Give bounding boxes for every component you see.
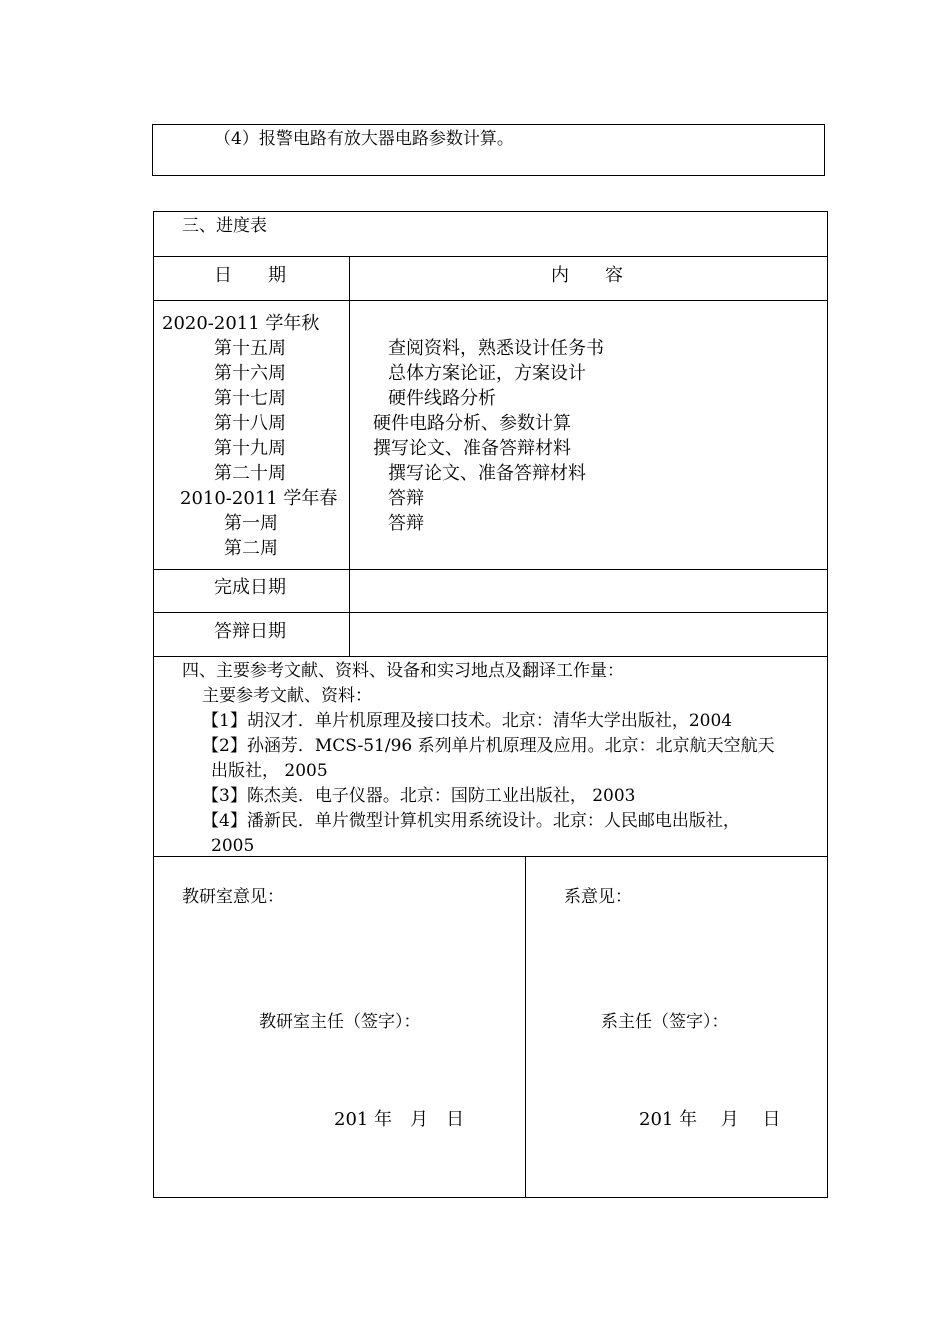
divider	[153, 856, 828, 857]
reference-item: 2005	[211, 836, 255, 856]
date-item: 2010-2011 学年春	[180, 488, 338, 509]
date-item: 第十九周	[214, 438, 286, 459]
reference-item: 【1】胡汉才．单片机原理及接口技术。北京：清华大学出版社，2004	[202, 711, 733, 731]
reference-item: 【2】孙涵芳．MCS-51/96 系列单片机原理及应用。北京：北京航天空航天	[202, 736, 775, 756]
finish-date-label: 完成日期	[214, 577, 286, 598]
top-box-text: （4）报警电路有放大器电路参数计算。	[214, 129, 514, 149]
date-item: 第十五周	[214, 338, 286, 359]
date-column-header: 日 期	[214, 265, 286, 286]
divider	[153, 612, 828, 613]
content-column-header: 内 容	[551, 265, 623, 286]
date-item: 第二周	[224, 538, 278, 559]
defense-date-label: 答辩日期	[214, 621, 286, 642]
reference-item: 【4】潘新民．单片微型计算机实用系统设计。北京：人民邮电出版社，	[202, 811, 740, 831]
column-divider	[349, 256, 350, 656]
content-item: 撰写论文、准备答辩材料	[388, 463, 586, 484]
date-item: 第十六周	[214, 363, 286, 384]
column-divider	[525, 856, 526, 1198]
teaching-office-date: 201 年 月 日	[334, 1109, 465, 1130]
content-item: 答辩	[388, 513, 424, 534]
divider	[153, 256, 828, 257]
content-item: 硬件电路分析、参数计算	[373, 413, 571, 434]
date-item: 第十七周	[214, 388, 286, 409]
teaching-office-opinion-label: 教研室意见：	[182, 887, 284, 907]
schedule-section-title: 三、进度表	[182, 216, 267, 236]
reference-item: 【3】陈杰美．电子仪器。北京：国防工业出版社， 2003	[202, 786, 636, 806]
date-item: 2020-2011 学年秋	[162, 313, 320, 334]
reference-item: 出版社， 2005	[211, 761, 328, 781]
content-item: 答辩	[388, 488, 424, 509]
references-section-title: 四、主要参考文献、资料、设备和实习地点及翻译工作量：	[182, 661, 624, 681]
teaching-office-director-signature: 教研室主任（签字）：	[259, 1012, 421, 1032]
references-subtitle: 主要参考文献、资料：	[202, 686, 372, 706]
divider	[153, 569, 828, 570]
date-item: 第一周	[224, 513, 278, 534]
content-item: 撰写论文、准备答辩材料	[373, 438, 571, 459]
date-item: 第二十周	[214, 463, 286, 484]
department-date: 201 年 月 日	[639, 1109, 781, 1130]
content-item: 查阅资料，熟悉设计任务书	[388, 338, 604, 359]
divider	[153, 656, 828, 657]
department-director-signature: 系主任（签字）：	[601, 1012, 729, 1032]
content-item: 总体方案论证，方案设计	[388, 363, 586, 384]
date-item: 第十八周	[214, 413, 286, 434]
divider	[153, 300, 828, 301]
content-item: 硬件线路分析	[388, 388, 496, 409]
department-opinion-label: 系意见：	[564, 887, 632, 907]
